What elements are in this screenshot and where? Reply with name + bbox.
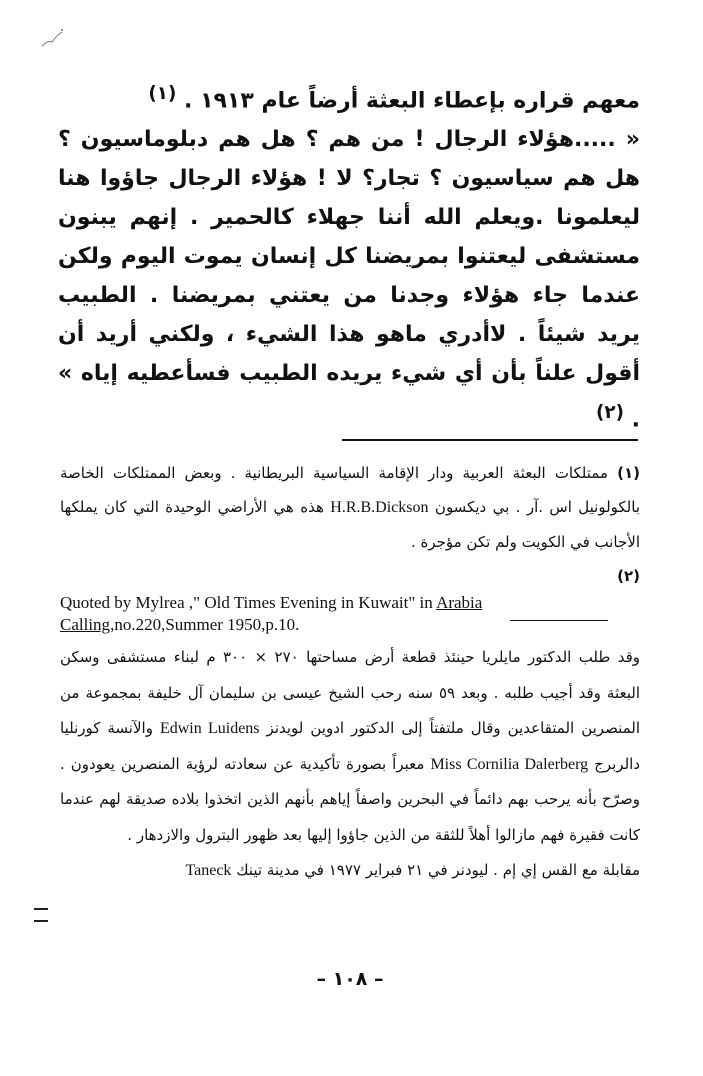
footnotes (60, 456, 640, 593)
margin-mark (34, 908, 48, 922)
latin-name-2: Miss Cornilia Dalerberg (430, 755, 589, 773)
footnote-1-number: (١) (617, 464, 640, 482)
footnote-ref-1: (١) (148, 83, 177, 104)
main-line-1: معهم قراره بإعطاء البعثة أرضاً عام ١٩١٣ . $^{(١)}$ (148, 83, 640, 114)
scribble-icon (38, 26, 66, 50)
main-paragraph (58, 74, 640, 440)
footnote-divider (342, 439, 638, 441)
footnote-1: (١) ممتلكات البعثة العربية ودار الإقامة السياسية البريطانية . وبعض الممتلكات الخاصة بالكولونيل اس .آر . بي ديكسون H.R.B.Dickson هذه هي الأراضي الوحيدة التي كان يملكها الأجانب في الكويت ولم تكن مؤجرة . (60, 464, 640, 551)
continuation-text (60, 640, 640, 889)
footnote-2-citation: Quoted by Mylrea ," Old Times Evening in Kuwait" in Arabia Calling,no.220,Summer 1950,p.10. (60, 593, 483, 634)
latin-name-3: Taneck (185, 862, 232, 879)
footnote-2-number: (٢) (617, 567, 640, 585)
citation-rule (510, 620, 608, 621)
interview-line: مقابلة مع القس إي إم . ليودنر في ٢١ فبراير ١٩٧٧ في مدينة تينك Taneck (185, 861, 640, 879)
main-quote: « .....هؤلاء الرجال ! من هم ؟ هل هم دبلوماسيون ؟ هل هم سياسيون ؟ تجار؟ لا ! هؤلاء الرجال جاؤوا هنا ليعلمونا .ويعلم الله أننا جهلاء كالحمير . إنهم يبنون مستشفى ليعتنوا بمريضنا كل إنسان يموت اليوم ولكن عندما جاء هؤلاء وجدنا من يعتني بمريضنا . الطبيب يريد شيئاً . لاأدري ماهو هذا الشيء ، ولكني أريد أن أقول علناً بأن أي شيء يريده الطبيب فسأعطيه إياه » . $^{(٢)}$ (58, 127, 640, 433)
latin-name-1: Edwin Luidens (159, 720, 260, 737)
corner-scribble (38, 26, 66, 50)
footnote-1-latin: H.R.B.Dickson (330, 499, 429, 516)
continuation-paragraph: وقد طلب الدكتور مايلريا حينئذ قطعة أرض مساحتها ٢٧٠ × ٣٠٠ م لبناء مستشفى وسكن البعثة وقد أجيب طلبه . وبعد ٥٩ سنه رحب الشيخ عيسى بن سليمان آل خليفة بمجموعة من المنصرين المتقاعدين وقال ملتفتاً إلى الدكتور ادوين لويدنز Edwin Luidens والآنسة كورنليا دالربرج Miss Cornilia Dalerberg معبراً بصورة تأكيدية عن سعادته لرؤية المنصرين يعودون . وصرّح بأنه يرحب بهم دائماً في البحرين واصفاً إياهم بأنهم الذين اتخذوا بلاده صديقة لهم عندما كانت فقيرة فهم مازالوا أهلاً للثقة من الذين جاؤوا إليها بعد ظهور البترول والازدهار . (60, 648, 641, 844)
page-number: – ١٠٨ – (316, 968, 384, 990)
citation-title: Arabia Calling (60, 593, 483, 634)
footnote-ref-2: (٢) (596, 402, 624, 424)
footnote-2-number-line (60, 559, 640, 593)
